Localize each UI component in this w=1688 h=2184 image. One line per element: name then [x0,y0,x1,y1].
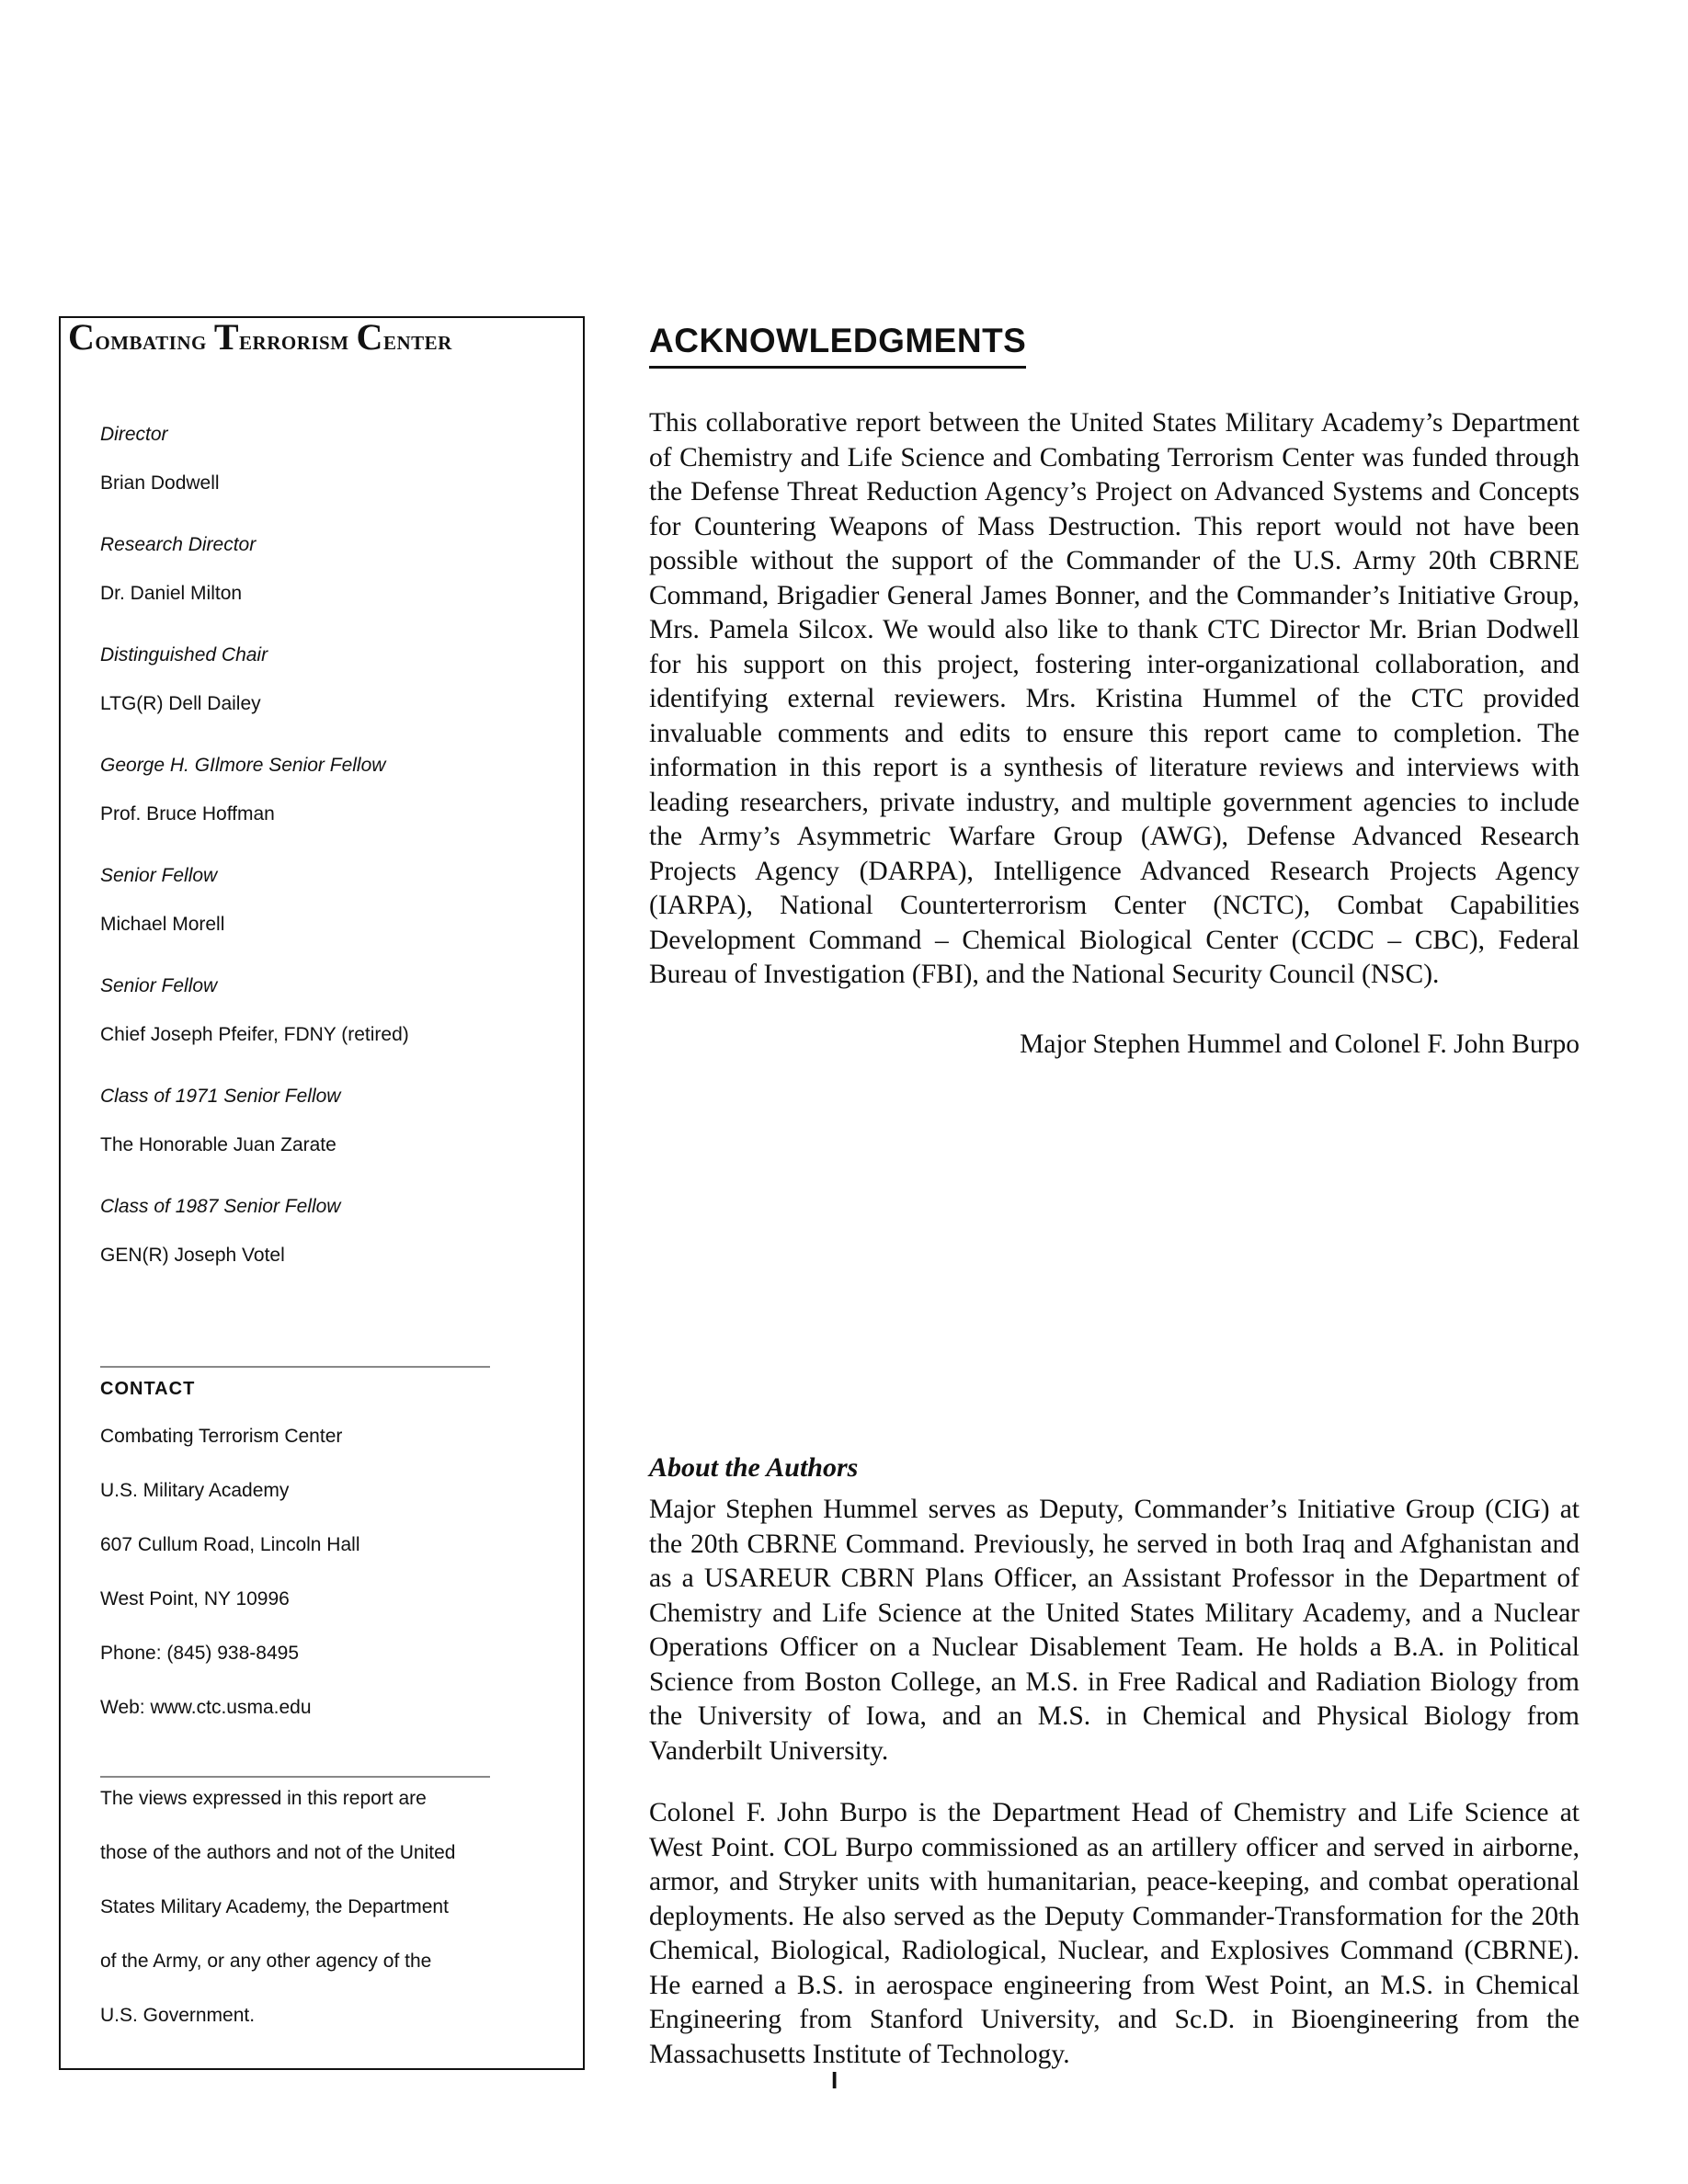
title-word: errorism [239,325,349,356]
contact-line: Combating Terrorism Center [100,1426,343,1447]
contact-heading: CONTACT [100,1379,196,1399]
disclaimer-line: U.S. Government. [100,2005,256,2026]
title-initial: C [356,316,383,358]
authors-signature: Major Stephen Hummel and Colonel F. John Burpo [1020,1029,1580,1059]
sidebar-title [68,318,579,360]
contact-line: U.S. Military Academy [100,1480,290,1501]
contact-line: West Point, NY 10996 [100,1588,290,1610]
disclaimer-line: The views expressed in this report are [100,1788,427,1809]
disclaimer-line: States Military Academy, the Department [100,1896,449,1917]
staff-name: GEN(R) Joseph Votel [100,1245,285,1266]
staff-name: Prof. Bruce Hoffman [100,803,275,825]
staff-role: Class of 1987 Senior Fellow [100,1196,341,1217]
title-word: enter [382,325,452,356]
staff-name: Michael Morell [100,914,225,935]
ctc-sidebar [59,316,585,2070]
staff-role: Director [100,424,168,445]
staff-name: The Honorable Juan Zarate [100,1134,336,1155]
staff-list [100,423,560,1305]
staff-name: Brian Dodwell [100,472,220,494]
disclaimer-block [100,1787,560,2058]
staff-role: George H. GIlmore Senior Fellow [100,755,386,776]
main-column [649,322,1580,2069]
title-word: ombating [95,325,207,356]
contact-web-link[interactable]: Web: www.ctc.usma.edu [100,1697,312,1718]
contact-line: 607 Cullum Road, Lincoln Hall [100,1534,360,1555]
staff-role: Research Director [100,534,257,555]
staff-role: Distinguished Chair [100,644,268,665]
staff-name: Chief Joseph Pfeifer, FDNY (retired) [100,1024,409,1045]
staff-role: Senior Fellow [100,865,218,886]
about-authors-heading: About the Authors [649,1452,859,1483]
staff-role: Class of 1971 Senior Fellow [100,1086,341,1107]
staff-name: LTG(R) Dell Dailey [100,693,261,714]
contact-block [100,1377,560,1750]
staff-name: Dr. Daniel Milton [100,583,243,604]
disclaimer-line: those of the authors and not of the United [100,1842,456,1863]
bio-burpo: Colonel F. John Burpo is the Department Head of Chemistry and Life Science at West Point. COL Burpo commissioned as an artillery officer and served in airborne, armor, and Stryker units with humanitarian, peace-keeping, and combat operational deployments. He also served as the Deputy Commander-Transformation for the 20th Chemical, Biological, Radiological, Nuclear, and Explosives Command (CBRNE). He earned a B.S. in aerospace engineering from West Point, an M.S. in Chemical Engineering from Stanford University, and Sc.D. in Bioengineering from the Massachusetts Institute of Technology. [649,1798,1580,2069]
contact-divider [100,1366,490,1368]
title-initial: C [68,316,96,358]
disclaimer-divider [100,1776,490,1778]
contact-phone: Phone: (845) 938-8495 [100,1643,299,1664]
bio-hummel: Major Stephen Hummel serves as Deputy, Commander’s Initiative Group (CIG) at the 20th CBRNE Command. Previously, he served in both Iraq and Afghanistan and as a USAREUR CBRN Plans Officer, an Assistant Professor in the Department of Chemistry and Life Science at the United States Military Academy, and a Nuclear Operations Officer on a Nuclear Disablement Team. He holds a B.A. in Political Science from Boston College, an M.S. in Free Radical and Radiation Biology from the University of Iowa, and an M.S. in Chemical and Physical Biology from Vanderbilt University. [649,1495,1580,1766]
staff-role: Senior Fellow [100,975,218,996]
title-initial: T [213,316,240,358]
page-number: I [831,2066,838,2094]
acknowledgments-heading: ACKNOWLEDGMENTS [649,322,1026,369]
acknowledgments-text: This collaborative report between the United States Military Academy’s Department of Chemistry and Life Science and Combating Terrorism Center was funded through the Defense Threat Reduction Agency’s Project on Advanced Systems and Concepts for Countering Weapons of Mass Destruction. This report would not have been possible without the support of the Commander of the U.S. Army 20th CBRNE Command, Brigadier General James Bonner, and the Commander’s Initiative Group, Mrs. Pamela Silcox. We would also like to thank CTC Director Mr. Brian Dodwell for his support on this project, fostering inter-organizational collaboration, and identifying external reviewers. Mrs. Kristina Hummel of the CTC provided invaluable comments and edits to ensure this report came to completion. The information in this report is a synthesis of literature reviews and interviews with leading researchers, private industry, and multiple government agencies to include the Army’s Asymmetric Warfare Group (AWG), Defense Advanced Research Projects Agency (DARPA), Intelligence Advanced Research Projects Agency (IARPA), National Counterterrorism Center (NCTC), Combat Capabilities Development Command – Chemical Biological Center (CCDC – CBC), Federal Bureau of Investigation (FBI), and the National Security Council (NSC). [649,408,1580,989]
disclaimer-line: of the Army, or any other agency of the [100,1951,432,1972]
